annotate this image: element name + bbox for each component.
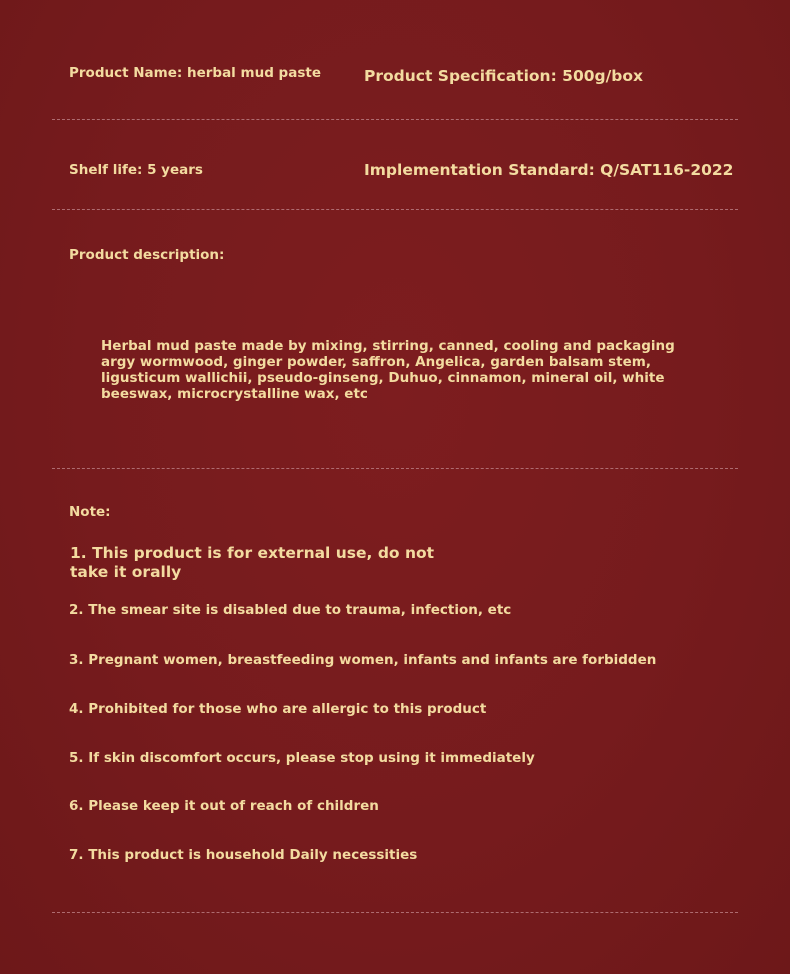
note-item-4: 4. Prohibited for those who are allergic to this product <box>69 701 487 717</box>
note-item-2: 2. The smear site is disabled due to trauma, infection, etc <box>69 602 512 618</box>
note-item-5: 5. If skin discomfort occurs, please stop using it immediately <box>69 750 535 766</box>
product-name: Product Name: herbal mud paste <box>69 65 321 81</box>
note-item-1: 1. This product is for external use, do not take it orally <box>70 544 435 581</box>
shelf-life: Shelf life: 5 years <box>69 162 203 178</box>
divider-3 <box>52 468 738 469</box>
note-item-6: 6. Please keep it out of reach of children <box>69 798 379 814</box>
note-heading: Note: <box>69 504 111 520</box>
divider-1 <box>52 119 738 120</box>
description-heading: Product description: <box>69 247 225 263</box>
note-item-7: 7. This product is household Daily necessities <box>69 847 418 863</box>
description-text: Herbal mud paste made by mixing, stirring, canned, cooling and packaging argy wormwood, ginger powder, saffron, Angelica, garden balsam stem, ligusticum wallichii, pseudo-ginseng, Duhuo, cinnamon, mineral oil, white beeswax, microcrystalline wax, etc <box>101 338 675 402</box>
implementation-standard: Implementation Standard: Q/SAT116-2022 <box>364 161 734 179</box>
divider-4 <box>52 912 738 913</box>
divider-2 <box>52 209 738 210</box>
product-specification: Product Specification: 500g/box <box>364 67 644 85</box>
note-item-3: 3. Pregnant women, breastfeeding women, infants and infants are forbidden <box>69 652 657 668</box>
